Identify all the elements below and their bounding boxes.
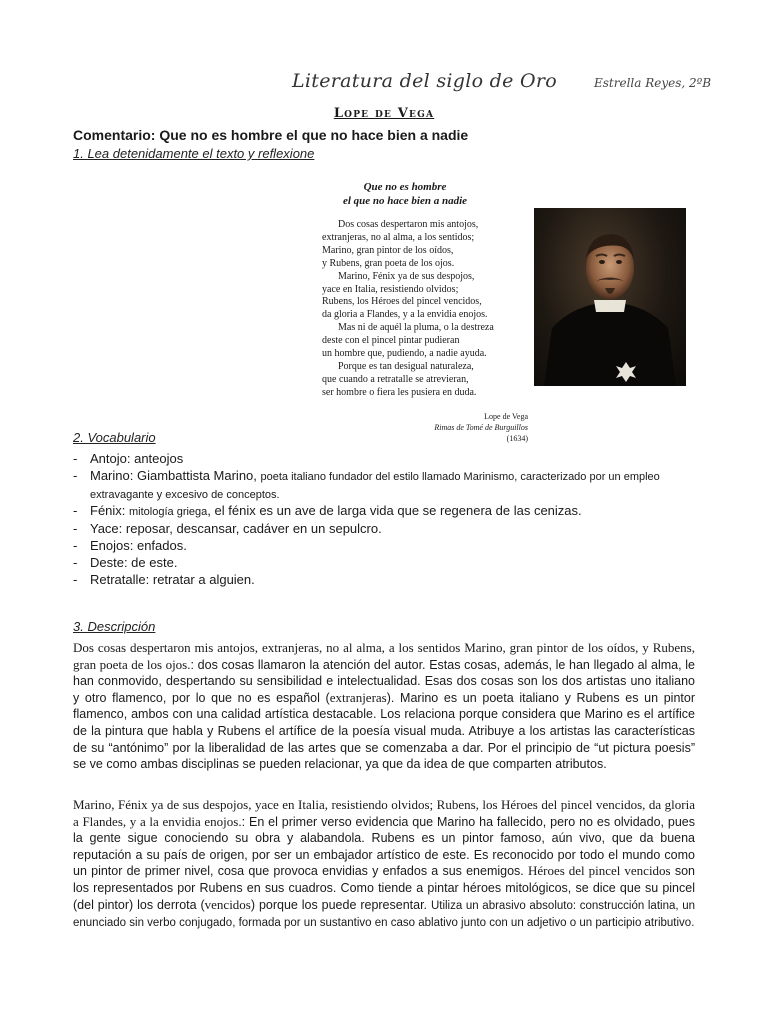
quoted-verse: Dos cosas despertaron mis antojos, extranjeras, no al alma, a los sentidos Marino, gran pintor de los oídos, y Rubens, gran poeta de los ojos. xyxy=(73,640,695,672)
vocabulary-list xyxy=(73,451,703,588)
vocab-text: mitología griega xyxy=(129,506,208,519)
poem-line: que cuando a retratalle se atrevieran, xyxy=(322,373,469,385)
attribution-author: Lope de Vega xyxy=(484,412,528,421)
portrait-illustration xyxy=(534,208,686,386)
description-paragraph-1 xyxy=(73,640,695,773)
list-item xyxy=(73,503,703,521)
list-bullet: - xyxy=(73,537,78,553)
poem-line: deste con el pincel pintar pudieran xyxy=(322,335,460,347)
list-bullet: - xyxy=(73,467,78,483)
list-bullet: - xyxy=(73,503,78,519)
header-title: Literatura del siglo de Oro xyxy=(292,70,558,92)
vocab-text: , el fénix es un ave de larga vida que se regenera de las cenizas. xyxy=(207,503,582,519)
vocab-text: Enojos: enfados. xyxy=(90,537,187,553)
list-bullet: - xyxy=(73,521,78,537)
poem-line: ser hombre o fiera les pusiera en duda. xyxy=(322,386,477,398)
poem-title xyxy=(330,180,480,208)
poem-line: un hombre que, pudiendo, a nadie ayuda. xyxy=(322,348,487,360)
quoted-verse: Marino, Fénix ya de sus despojos, yace en Italia, resistiendo olvidos; Rubens, los Héroes del pincel vencidos, da gloria a Flandes, y a la envidia enojos. xyxy=(73,797,695,829)
poem-line: Porque es tan desigual naturaleza, xyxy=(338,360,474,372)
poem-line: Marino, gran pintor de los oídos, xyxy=(322,244,454,256)
poem-line: yace en Italia, resistiendo olvidos; xyxy=(322,283,459,295)
heading-read: 1. Lea detenidamente el texto y reflexione xyxy=(73,146,315,161)
attribution-year: (1634) xyxy=(506,434,528,443)
poem-line: extranjeras, no al alma, a los sentidos; xyxy=(322,231,475,243)
poem-line: da gloria a Flandes, y a la envidia enojos. xyxy=(322,309,488,321)
list-item xyxy=(73,555,703,572)
poem-title-line: el que no hace bien a nadie xyxy=(342,195,468,207)
poem-line: y Rubens, gran poeta de los ojos. xyxy=(322,257,455,269)
description-paragraph-2 xyxy=(73,797,695,932)
poem-line: Mas ni de aquél la pluma, o la destreza xyxy=(338,322,494,334)
list-bullet: - xyxy=(73,451,78,466)
list-bullet: - xyxy=(73,554,78,570)
attribution-work: Rimas de Tomé de Burguillos xyxy=(434,423,528,432)
vocab-text: Deste: de este. xyxy=(90,554,178,570)
paragraph-note: Utiliza un abrasivo absoluto: construcción latina, un enunciado sin verbo conjugado, formada por un sustantivo en caso ablativo junto con un adjetivo o un participio atributivo. xyxy=(73,899,695,930)
paragraph-text: son los representados por Rubens en sus cuadros. Como tiende a pintar héroes mitológicos, se dice que su pincel (del pintor) los derrota ( xyxy=(73,864,695,912)
list-item xyxy=(73,538,703,555)
poem-line: Rubens, los Héroes del pincel vencidos, xyxy=(322,296,482,308)
heading-vocabulary: 2. Vocabulario xyxy=(73,430,156,445)
vocab-text: Retratalle: retratar a alguien. xyxy=(90,571,255,587)
paragraph-text: ). Marino es un poeta italiano y Rubens es un pintor flamenco, ambos con una calidad artística destacable. Los relaciona porque considera que Marino es el artífice de la pintura que habla y Rubens el artífice de la poesía visual muda. Atribuye a los artistas las características de su “antónimo” por la liberalidad de las artes que se comenzaba a dar. Por el principio de “ut pictura poesis” se ve como ambas disciplinas se pueden relacionar, ya que da idea de que comparten atributos. xyxy=(73,690,695,772)
paragraph-text: ) porque los puede representar. xyxy=(250,897,431,912)
vocab-text: Antojo: anteojos xyxy=(90,451,184,466)
quoted-word: extranjeras xyxy=(329,689,387,705)
paragraph-text: : dos cosas llamaron la atención del autor. Estas cosas, además, le han llegado al alma, le han conmovido, despertando su sensibilidad e intelectualidad. Esas dos cosas son los dos artistas uno italiano y otro flamenco, por lo que no es español ( xyxy=(73,657,695,705)
list-item xyxy=(73,521,703,538)
heading-description: 3. Descripción xyxy=(73,619,156,634)
poem-line: Marino, Fénix ya de sus despojos, xyxy=(338,270,475,282)
quoted-word: vencidos xyxy=(204,896,251,912)
vocab-text: poeta italiano fundador del estilo llamado Marinismo, caracterizado por un empleo extravagante y excesivo de conceptos. xyxy=(90,470,660,501)
list-item xyxy=(73,468,703,504)
paragraph-text: : En el primer verso evidencia que Marino ha fallecido, pero no es olvidado, pues la gente sigue conociendo su obra y alabandola. Rubens es un pintor famoso, aún vivo, que da buena reputación a su país de origen, por ser un embajador artístico de este. Es reconocido por todo el mundo como un pintor de primer nivel, cosa que provoca envidias y enfados a sus enemigos. xyxy=(73,814,695,879)
poem-line: Dos cosas despertaron mis antojos, xyxy=(338,219,479,230)
vocab-term: Fénix: xyxy=(90,503,130,519)
vocab-term: Marino: Giambattista Marino, xyxy=(90,467,261,483)
commentary-title: Comentario: Que no es hombre el que no hace bien a nadie xyxy=(73,127,469,143)
poem-title-line: Que no es hombre xyxy=(363,181,447,193)
portrait-image xyxy=(534,208,686,386)
vocab-text: Yace: reposar, descansar, cadáver en un sepulcro. xyxy=(90,521,382,537)
poem-text xyxy=(322,219,542,400)
list-item xyxy=(73,451,703,468)
list-item xyxy=(73,572,703,589)
section-title: Lope de Vega xyxy=(333,106,435,121)
list-bullet: - xyxy=(73,571,78,587)
header-author: Estrella Reyes, 2ºB xyxy=(594,76,712,90)
poem-attribution xyxy=(400,411,528,444)
quoted-word: Héroes del pincel vencidos xyxy=(527,863,671,879)
